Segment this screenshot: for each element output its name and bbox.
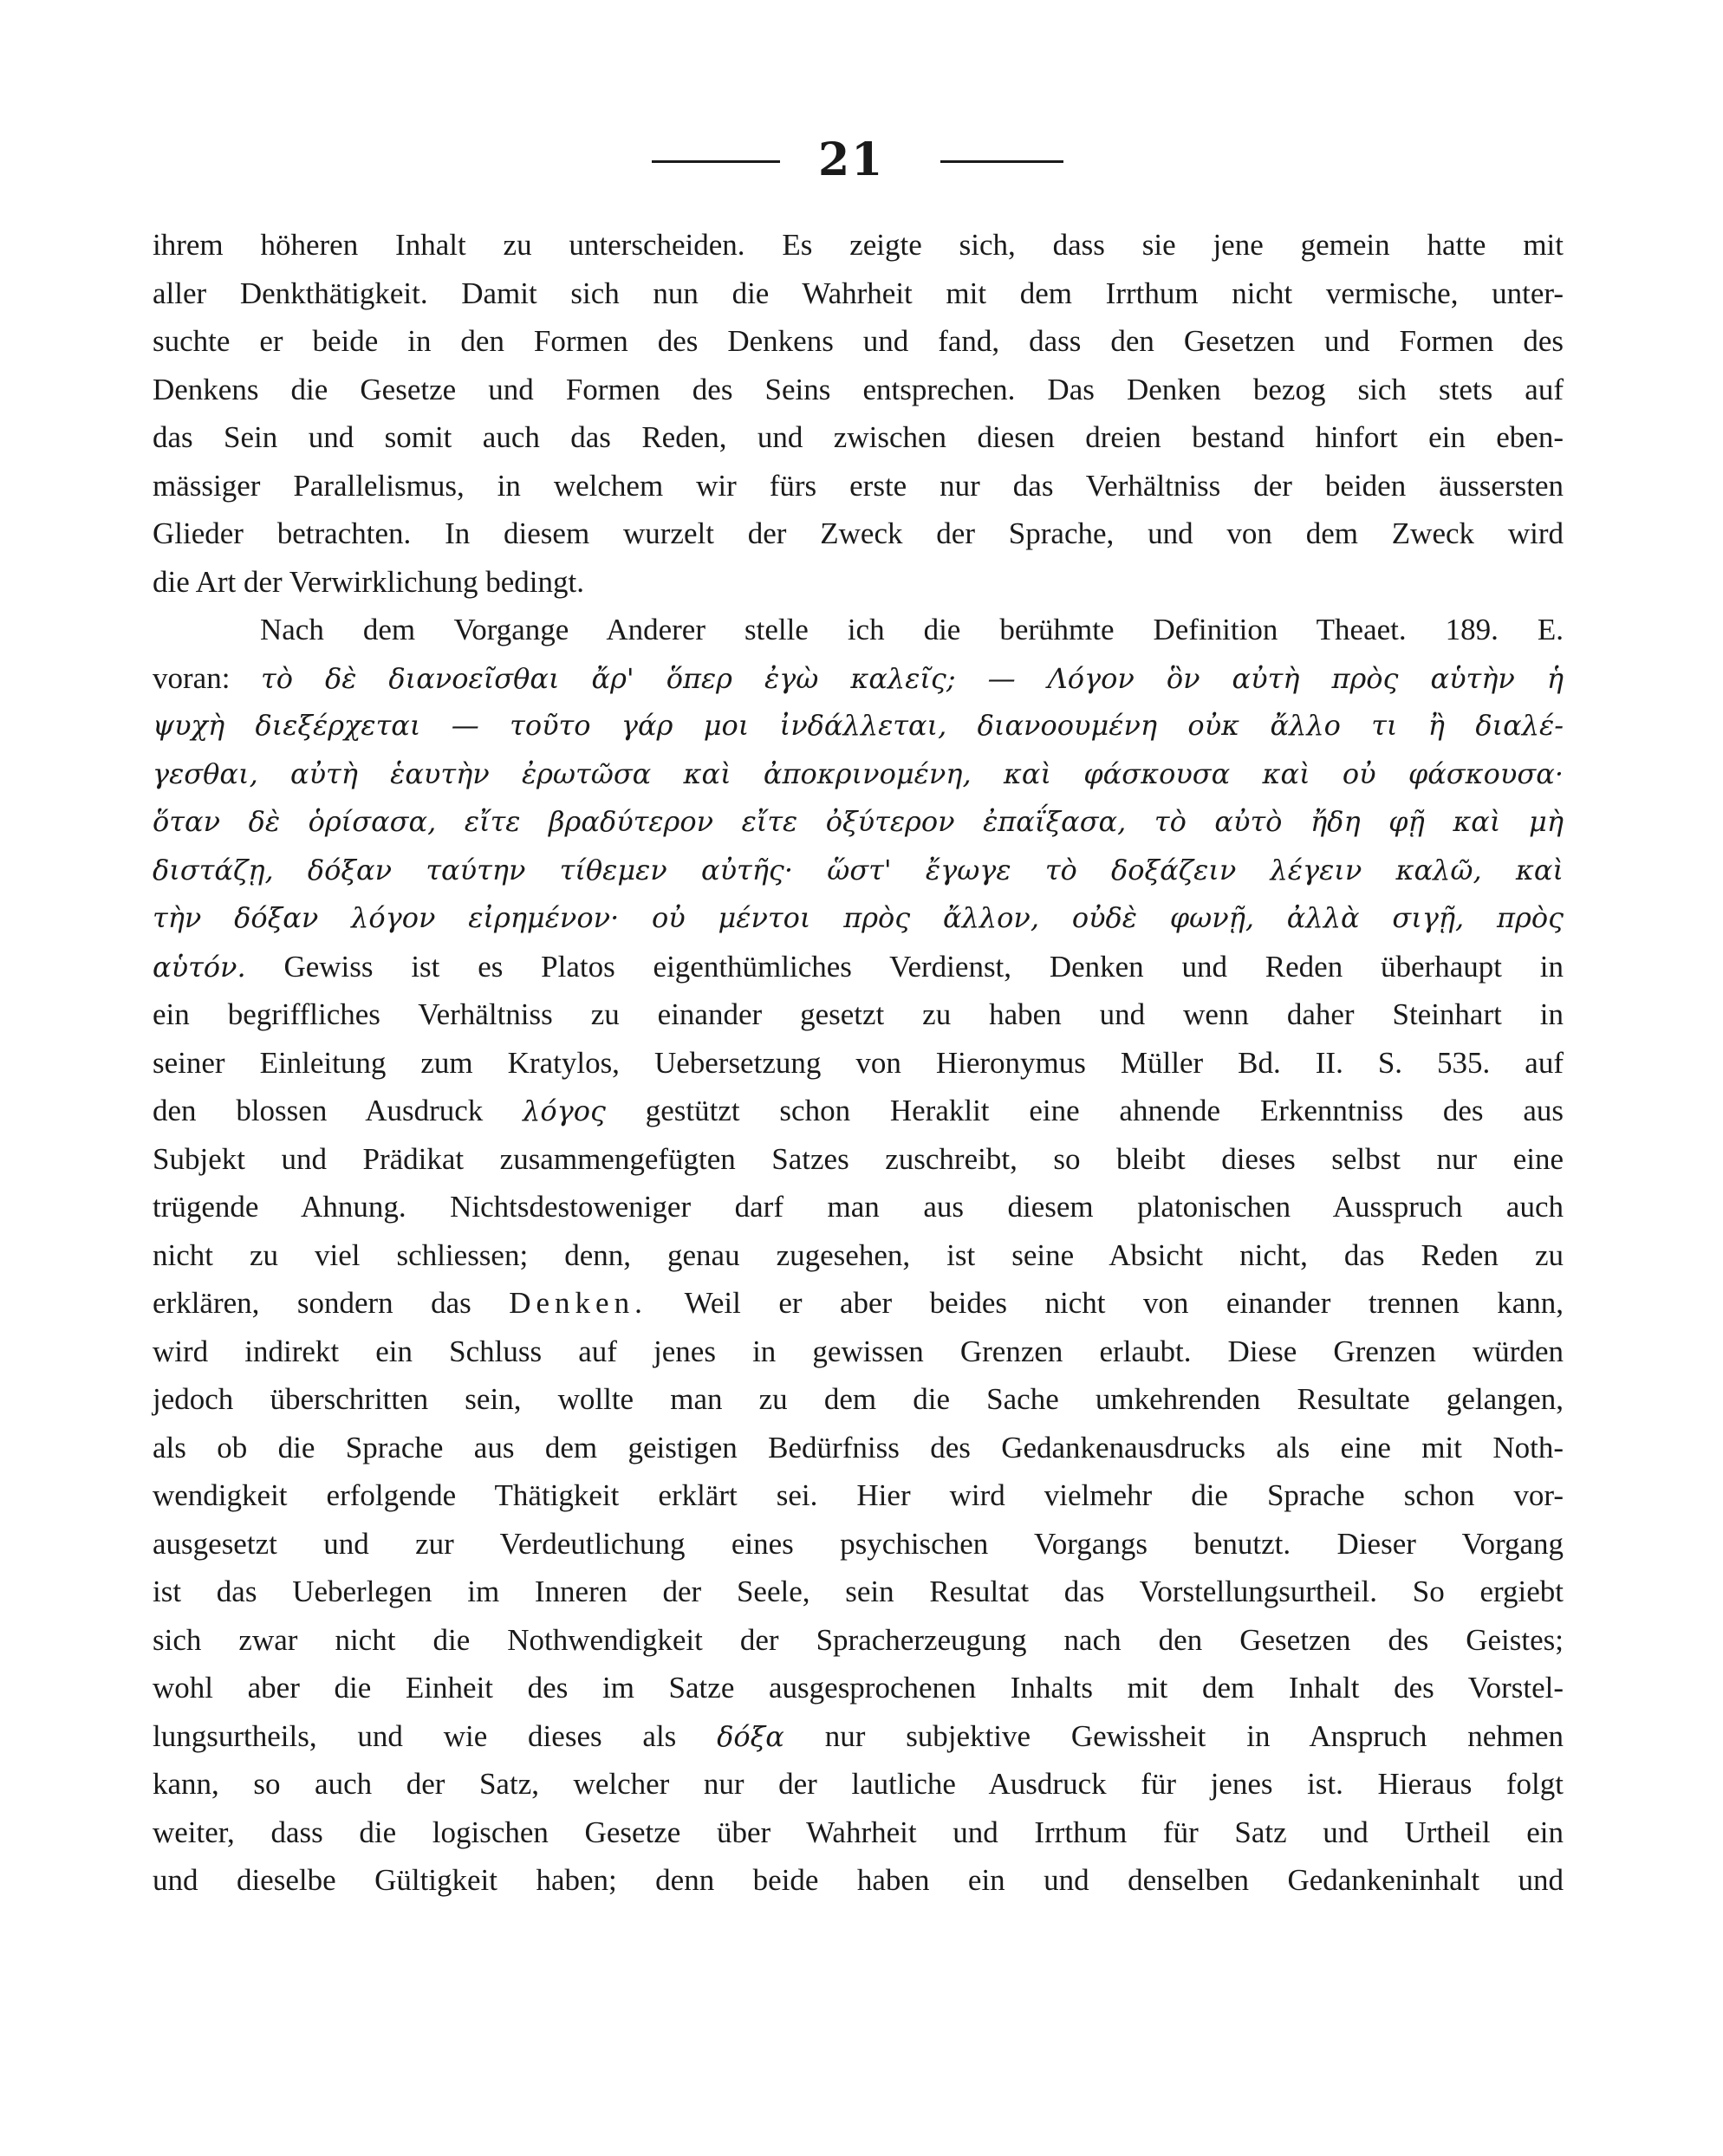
text-line	[153, 1279, 1564, 1328]
greek-term: λόγος	[523, 1094, 606, 1127]
text-fragment: erklären, sondern das	[153, 1286, 471, 1320]
text-line	[153, 1712, 1564, 1761]
page-header	[0, 130, 1723, 191]
text-line: sich zwar nicht die Nothwendigkeit der Spracherzeugung nach den Gesetzen des Geistes;	[153, 1622, 1564, 1657]
text-fragment: voran:	[153, 660, 231, 695]
greek-term: δόξα	[717, 1719, 784, 1753]
text-line: suchte er beide in den Formen des Denkens und fand, dass den Gesetzen und Formen des	[153, 324, 1564, 358]
text-fragment: gestützt schon Heraklit eine ahnende Erkenntniss des aus	[645, 1094, 1564, 1127]
text-fragment: nur subjektive Gewissheit in Anspruch nehmen	[824, 1718, 1564, 1753]
text-line: ein begriffliches Verhältniss zu einander gesetzt zu haben und wenn daher Steinhart in	[153, 997, 1564, 1031]
header-rule-right	[940, 160, 1063, 163]
header-rule-left	[652, 160, 780, 163]
greek-quote: αὑτόν.	[153, 950, 246, 984]
text-line: ist das Ueberlegen im Inneren der Seele, sein Resultat das Vorstellungsurtheil. So ergiebt	[153, 1575, 1564, 1608]
text-line: weiter, dass die logischen Gesetze über Wahrheit und Irrthum für Satz und Urtheil ein	[153, 1815, 1564, 1849]
text-line: ihrem höheren Inhalt zu unterscheiden. Es zeigte sich, dass sie jene gemein hatte mit	[153, 228, 1564, 262]
body-text	[153, 221, 1564, 1905]
greek-quote-line: γεσθαι, αὐτὴ ἑαυτὴν ἐρωτῶσα καὶ ἀποκρινομένη, καὶ φάσκουσα καὶ οὐ φάσκουσα·	[153, 757, 1564, 790]
text-line: und dieselbe Gültigkeit haben; denn beide haben ein und denselben Gedankeninhalt und	[153, 1863, 1564, 1897]
text-line: jedoch überschritten sein, wollte man zu dem die Sache umkehrenden Resultate gelangen,	[153, 1382, 1564, 1416]
greek-quote-line: διστάζῃ, δόξαν ταύτην τίθεμεν αὐτῆς· ὥστ' ἔγωγε τὸ δοξάζειν λέγειν καλῶ, καὶ	[153, 853, 1564, 886]
text-line: wird indirekt ein Schluss auf jenes in gewissen Grenzen erlaubt. Diese Grenzen würden	[153, 1334, 1564, 1368]
text-fragment: lungsurtheils, und wie dieses als	[153, 1718, 677, 1753]
greek-quote-line: ψυχὴ διεξέρχεται — τοῦτο γάρ μοι ἰνδάλλεται, διανοουμένη οὐκ ἄλλο τι ἢ διαλέ-	[153, 709, 1564, 742]
text-line: Glieder betrachten. In diesem wurzelt der Zweck der Sprache, und von dem Zweck wird	[153, 516, 1564, 550]
text-fragment: Weil er aber beides nicht von einander trennen kann,	[684, 1286, 1564, 1320]
emphasized-term: Denken.	[509, 1286, 647, 1320]
text-line: wohl aber die Einheit des im Satze ausgesprochenen Inhalts mit dem Inhalt des Vorstel-	[153, 1671, 1564, 1705]
text-line: nicht zu viel schliessen; denn, genau zugesehen, ist seine Absicht nicht, das Reden zu	[153, 1237, 1564, 1272]
text-line	[153, 943, 1564, 991]
text-line: mässiger Parallelismus, in welchem wir fürs erste nur das Verhältniss der beiden äussersten	[153, 468, 1564, 503]
greek-quote: τὸ δὲ διανοεῖσθαι ἄρ' ὅπερ ἐγὼ καλεῖς; — Λόγον ὃν αὐτὴ πρὸς αὑτὴν ἡ	[261, 661, 1564, 695]
text-line	[153, 1087, 1564, 1135]
text-line: aller Denkthätigkeit. Damit sich nun die Wahrheit mit dem Irrthum nicht vermische, unter-	[153, 276, 1564, 310]
text-line: Denkens die Gesetze und Formen des Seins entsprechen. Das Denken bezog sich stets auf	[153, 372, 1564, 406]
text-line: ausgesetzt und zur Verdeutlichung eines psychischen Vorgangs benutzt. Dieser Vorgang	[153, 1526, 1564, 1561]
greek-quote-line: ὅταν δὲ ὁρίσασα, εἴτε βραδύτερον εἴτε ὀξύτερον ἐπαΐξασα, τὸ αὐτὸ ἤδη φῇ καὶ μὴ	[153, 805, 1564, 838]
text-line: wendigkeit erfolgende Thätigkeit erklärt sei. Hier wird vielmehr die Sprache schon vor-	[153, 1478, 1564, 1512]
text-line: kann, so auch der Satz, welcher nur der lautliche Ausdruck für jenes ist. Hieraus folgt	[153, 1767, 1564, 1801]
text-line: die Art der Verwirklichung bedingt.	[153, 564, 584, 599]
text-line: als ob die Sprache aus dem geistigen Bedürfniss des Gedankenausdrucks als eine mit Noth-	[153, 1430, 1564, 1464]
text-line: seiner Einleitung zum Kratylos, Uebersetzung von Hieronymus Müller Bd. II. S. 535. auf	[153, 1045, 1564, 1080]
text-fragment: den blossen Ausdruck	[153, 1094, 484, 1127]
text-line	[153, 654, 1564, 703]
text-line: trügende Ahnung. Nichtsdestoweniger darf man aus diesem platonischen Ausspruch auch	[153, 1190, 1564, 1224]
text-line: das Sein und somit auch das Reden, und zwischen diesen dreien bestand hinfort ein eben-	[153, 420, 1564, 454]
greek-quote-line: τὴν δόξαν λόγον εἰρημένον· οὐ μέντοι πρὸς ἄλλον, οὐδὲ φωνῇ, ἀλλὰ σιγῇ, πρὸς	[153, 901, 1564, 934]
text-line: Subjekt und Prädikat zusammengefügten Satzes zuschreibt, so bleibt dieses selbst nur eine	[153, 1141, 1564, 1176]
text-line: Nach dem Vorgange Anderer stelle ich die berühmte Definition Theaet. 189. E.	[260, 613, 1564, 646]
text-fragment: Gewiss ist es Platos eigenthümliches Verdienst, Denken und Reden überhaupt in	[283, 949, 1564, 984]
page-number: 21	[818, 133, 885, 186]
